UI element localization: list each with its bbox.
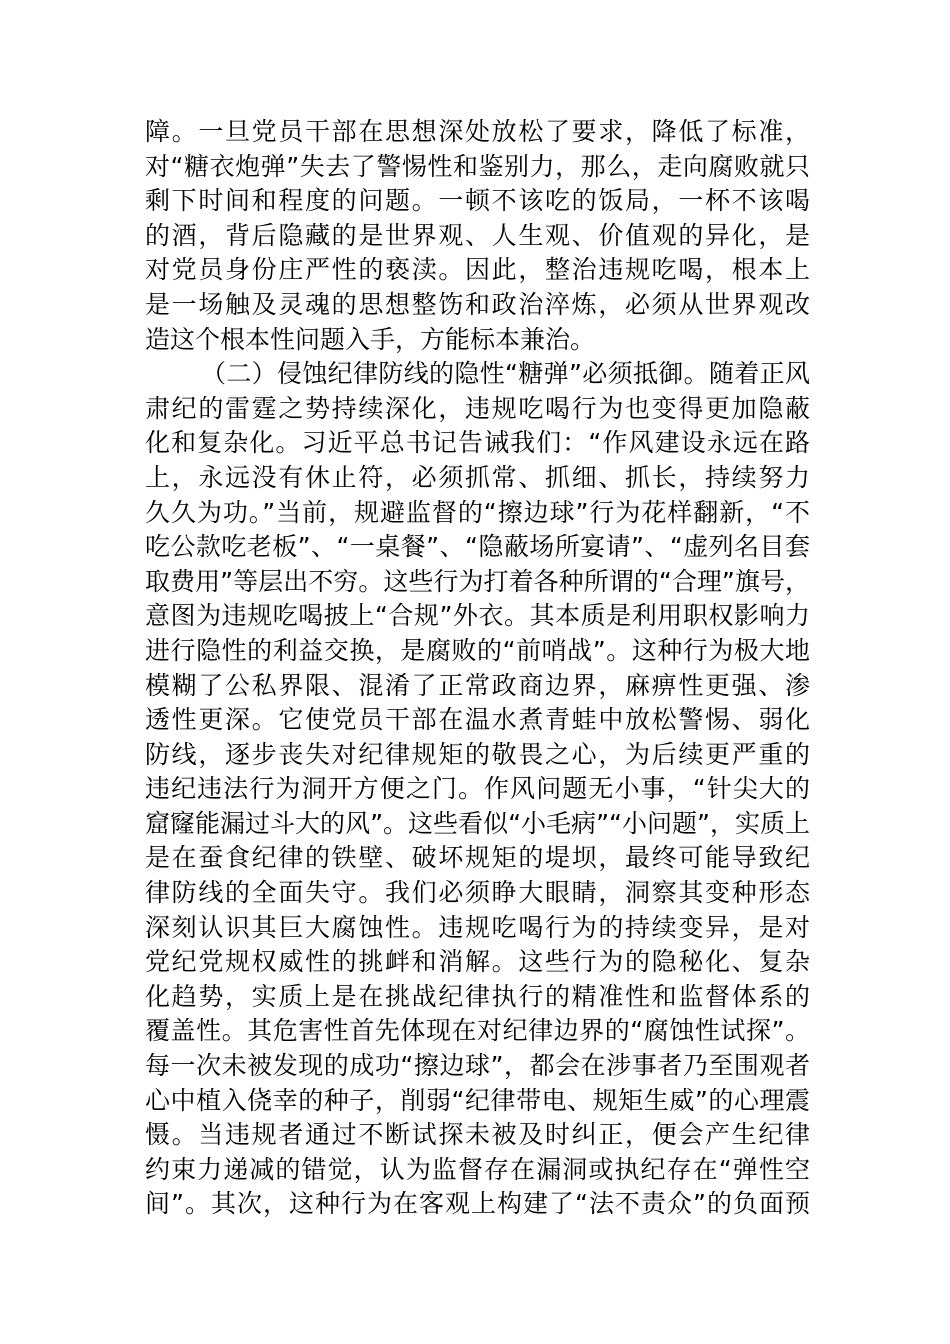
text-line: 慑。当违规者通过不断试探未被及时纠正，便会产生纪律: [145, 1120, 810, 1150]
text-line: 进行隐性的利益交换，是腐败的“前哨战”。这种行为极大地: [145, 635, 810, 665]
text-line: 违纪违法行为洞开方便之门。作风问题无小事，“针尖大的: [145, 774, 810, 804]
text-line: 党纪党规权威性的挑衅和消解。这些行为的隐秘化、复杂: [145, 947, 810, 977]
text-line: 透性更深。它使党员干部在温水煮青蛙中放松警惕、弱化: [145, 705, 810, 735]
text-line: 上，永远没有休止符，必须抓常、抓细、抓长，持续努力: [145, 462, 810, 492]
text-line: 肃纪的雷霆之势持续深化，违规吃喝行为也变得更加隐蔽: [145, 393, 810, 423]
text-line: 吃公款吃老板”、“一桌餐”、“隐蔽场所宴请”、“虚列名目套: [145, 532, 810, 562]
text-line: 化趋势，实质上是在挑战纪律执行的精准性和监督体系的: [145, 981, 810, 1011]
text-line: 间”。其次，这种行为在客观上构建了“法不责众”的负面预: [145, 1189, 810, 1219]
text-line: 约束力递减的错觉，认为监督存在漏洞或执纪存在“弹性空: [145, 1154, 810, 1184]
text-line: 久久为功。”当前，规避监督的“擦边球”行为花样翻新，“不: [145, 497, 810, 527]
text-line: 是在蚕食纪律的铁壁、破坏规矩的堤坝，最终可能导致纪: [145, 843, 810, 873]
text-line: 模糊了公私界限、混淆了正常政商边界，麻痹性更强、渗: [145, 670, 810, 700]
text-line: 取费用”等层出不穷。这些行为打着各种所谓的“合理”旗号，: [145, 566, 810, 596]
text-line: 防线，逐步丧失对纪律规矩的敬畏之心，为后续更严重的: [145, 739, 810, 769]
text-line: 意图为违规吃喝披上“合规”外衣。其本质是利用职权影响力: [145, 601, 810, 631]
text-line: 窟窿能漏过斗大的风”。这些看似“小毛病”“小问题”，实质上: [145, 808, 810, 838]
text-line: 对“糖衣炮弹”失去了警惕性和鉴别力，那么，走向腐败就只: [145, 151, 810, 181]
text-line: 心中植入侥幸的种子，削弱“纪律带电、规矩生威”的心理震: [145, 1085, 810, 1115]
text-line: 剩下时间和程度的问题。一顿不该吃的饭局，一杯不该喝: [145, 186, 810, 216]
text-line: 是一场触及灵魂的思想整饬和政治淬炼，必须从世界观改: [145, 289, 810, 319]
text-line: 律防线的全面失守。我们必须睁大眼睛，洞察其变种形态: [145, 878, 810, 908]
text-line: 的酒，背后隐藏的是世界观、人生观、价值观的异化，是: [145, 220, 810, 250]
text-line: 每一次未被发现的成功“擦边球”，都会在涉事者乃至围观者: [145, 1051, 810, 1081]
text-line: 深刻认识其巨大腐蚀性。违规吃喝行为的持续变异，是对: [145, 912, 810, 942]
section-heading-line: （二）侵蚀纪律防线的隐性“糖弹”必须抵御。随着正风: [201, 359, 810, 389]
body-text: [145, 115, 810, 1222]
paragraph-end-line: 造这个根本性问题入手，方能标本兼治。: [145, 324, 596, 354]
text-line: 覆盖性。其危害性首先体现在对纪律边界的“腐蚀性试探”。: [145, 1016, 810, 1046]
text-line: 对党员身份庄严性的亵渎。因此，整治违规吃喝，根本上: [145, 255, 810, 285]
text-line: 化和复杂化。习近平总书记告诫我们：“作风建设永远在路: [145, 428, 810, 458]
text-line: 障。一旦党员干部在思想深处放松了要求，降低了标准，: [145, 117, 810, 146]
